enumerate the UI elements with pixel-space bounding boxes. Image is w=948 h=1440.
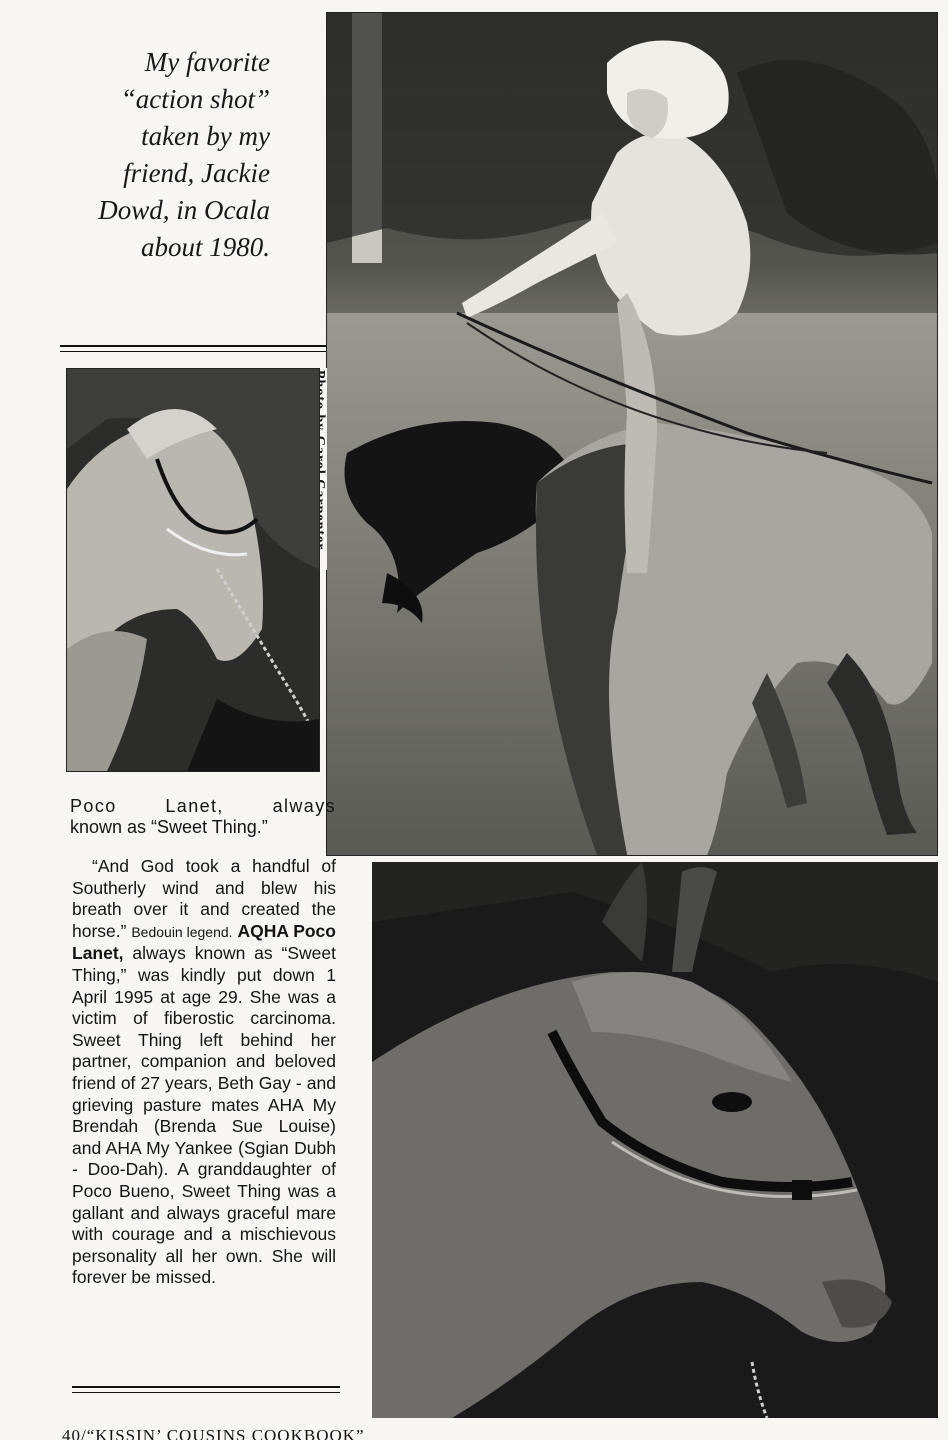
caption-line: taken by my xyxy=(141,121,270,151)
quote-source: Bedouin legend. xyxy=(131,923,233,940)
action-photo-rider-horse xyxy=(326,12,938,856)
photo-caption-action-shot xyxy=(60,44,270,266)
large-horse-head-photo xyxy=(372,862,938,1418)
article-paragraph xyxy=(72,856,336,1289)
article-text: always known as “Sweet Thing,” was kindly put down 1 April 1995 at age 29. She was a victim of fiberostic carcinoma. Sweet Thing left behind her partner, companion and beloved friend of 27 years, Beth Gay - and grieving pasture mates AHA My Brendah (Brenda Sue Louise) and AHA My Yankee (Sgian Dubh - Doo-Dah). A granddaughter of Poco Bueno, Sweet Thing was a gallant and always graceful mare with courage and a mischievous personality all her own. She will forever be missed. xyxy=(72,943,336,1288)
small-photo-caption xyxy=(70,796,336,838)
article-body xyxy=(72,856,336,1289)
small-caption-line2: known as “Sweet Thing.” xyxy=(70,817,268,837)
bedouin-quote: “And God took a handful of Southerly wind and blew his breath over it and created the horse.” xyxy=(72,856,336,941)
small-caption-line1: Poco Lanet, always xyxy=(70,796,336,816)
caption-line: Dowd, in Ocala xyxy=(98,195,270,225)
small-horse-portrait-photo xyxy=(66,368,320,772)
caption-line: “action shot” xyxy=(120,84,270,114)
divider-rule xyxy=(72,1386,340,1388)
divider-rule xyxy=(60,345,328,347)
horse-name: AQHA Poco Lanet, xyxy=(72,920,336,964)
caption-line: about 1980. xyxy=(140,232,270,262)
caption-line: friend, Jackie xyxy=(123,158,270,188)
divider-rule xyxy=(72,1392,340,1393)
page-footer: 40/“KISSIN’ COUSINS COOKBOOK” xyxy=(62,1426,365,1440)
divider-rule xyxy=(60,351,328,352)
caption-line: My favorite xyxy=(144,47,270,77)
